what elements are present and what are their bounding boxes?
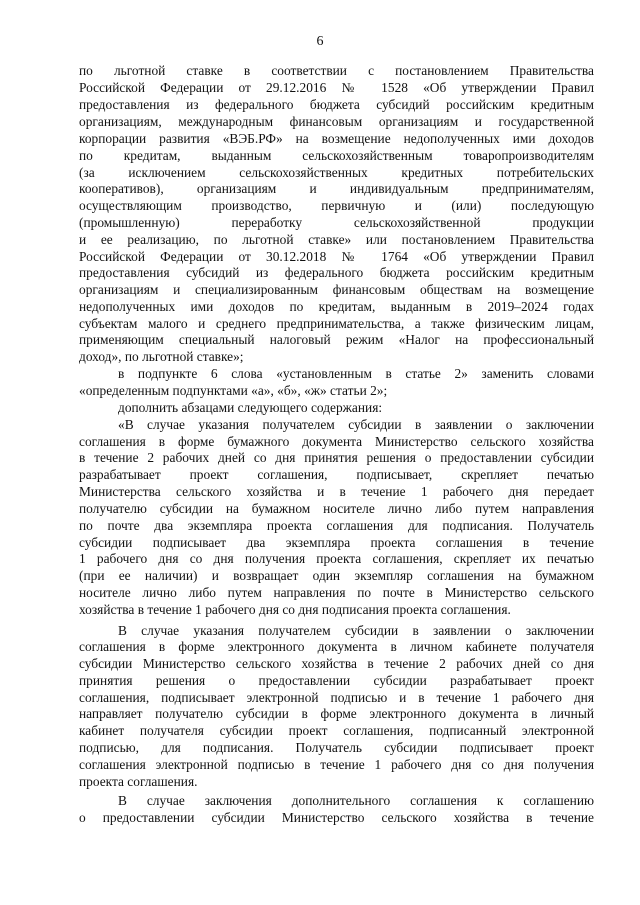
text-line: соглашения электронной подписью в течение 1 рабочего дня со дня получения (79, 757, 594, 772)
text-line: применяющим специальный налоговый режим «Налог на профессиональный (79, 332, 594, 347)
text-line: по льготной ставке в соответствии с постановлением Правительства (79, 63, 594, 78)
text-line: и ее реализацию, по льготной ставке» или постановлением Правительства (79, 232, 594, 247)
text-line: кабинет получателя субсидии проект соглашения, подписанный электронной (79, 723, 594, 738)
text-line: направляет получателю субсидии в форме электронного документа в личный (79, 706, 594, 721)
text-line: принятия решения о предоставлении субсидии разрабатывает проект (79, 673, 594, 688)
text-line: доход», по льготной ставке»; (79, 349, 244, 364)
text-line: 1 рабочего дня со дня получения проекта соглашения, скрепляет их печатью (79, 551, 594, 566)
text-line: по почте два экземпляра проекта соглашения для подписания. Получатель (79, 518, 594, 533)
text-line: носителе лично либо путем направления по почте в Министерство сельского (79, 585, 594, 600)
page-number: 6 (316, 34, 324, 49)
text-line: по кредитам, выданным сельскохозяйственным товаропроизводителям (79, 148, 594, 163)
text-line: получателю субсидии на бумажном носителе лично либо путем направления (79, 501, 594, 516)
text-line: Российской Федерации от 29.12.2016 № 1528 «Об утверждении Правил (79, 80, 594, 95)
text-line: (при ее наличии) и возвращает один экземпляр соглашения на бумажном (79, 568, 594, 583)
text-line: осуществляющим производство, первичную и (или) последующую (79, 198, 594, 213)
text-line: (промышленную) переработку сельскохозяйственной продукции (79, 215, 594, 230)
text-line: организациям и специализированным финансовым обществам на возмещение (79, 282, 594, 297)
text-line: Российской Федерации от 30.12.2018 № 1764 «Об утверждении Правил (79, 249, 594, 264)
text-line: предоставления из федерального бюджета субсидий российским кредитным (79, 97, 594, 112)
text-line: субсидии подписывает два экземпляра проекта соглашения в течение (79, 535, 594, 550)
text-line: соглашения, подписывает электронной подписью и в течение 1 рабочего дня (79, 690, 594, 705)
text-line: предоставления субсидий из федерального бюджета российским кредитным (79, 265, 594, 280)
text-line: (за исключением сельскохозяйственных кредитных потребительских (79, 165, 594, 180)
text-line: о предоставлении субсидии Министерство сельского хозяйства в течение (79, 810, 594, 825)
text-line: организациям, международным финансовым организациям и государственной (79, 114, 594, 129)
text-line: соглашения в форме бумажного документа Министерство сельского хозяйства (79, 434, 594, 449)
text-line: проекта соглашения. (79, 774, 198, 789)
text-line: недополученных ими доходов по кредитам, выданным в 2019–2024 годах (79, 299, 594, 314)
text-line: подписью, для подписания. Получатель субсидии подписывает проект (79, 740, 594, 755)
text-line: кооперативов), организациям и индивидуальным предпринимателям, (79, 181, 594, 196)
text-line: дополнить абзацами следующего содержания: (118, 400, 383, 415)
text-line: корпорации развития «ВЭБ.РФ» на возмещение недополученных ими доходов (79, 131, 594, 146)
text-line: «определенным подпунктами «а», «б», «ж» статьи 2»; (79, 383, 388, 398)
text-line: в течение 2 рабочих дней со дня принятия решения о предоставлении субсидии (79, 450, 594, 465)
text-line: субъектам малого и среднего предпринимательства, а также физическим лицам, (79, 316, 594, 331)
text-line: разрабатывает проект соглашения, подписывает, скрепляет печатью (79, 467, 594, 482)
text-line: в подпункте 6 слова «установленным в статье 2» заменить словами (118, 366, 594, 381)
text-line: субсидии Министерство сельского хозяйства в течение 2 рабочих дней со дня (79, 656, 594, 671)
text-line: хозяйства в течение 1 рабочего дня со дня подписания проекта соглашения. (79, 602, 511, 617)
text-line: В случае указания получателем субсидии в заявлении о заключении (118, 623, 594, 638)
text-line: «В случае указания получателем субсидии в заявлении о заключении (118, 417, 594, 432)
text-line: Министерства сельского хозяйства и в течение 1 рабочего дня передает (79, 484, 594, 499)
text-line: соглашения в форме электронного документа в личном кабинете получателя (79, 639, 594, 654)
text-line: В случае заключения дополнительного соглашения к соглашению (118, 793, 594, 808)
